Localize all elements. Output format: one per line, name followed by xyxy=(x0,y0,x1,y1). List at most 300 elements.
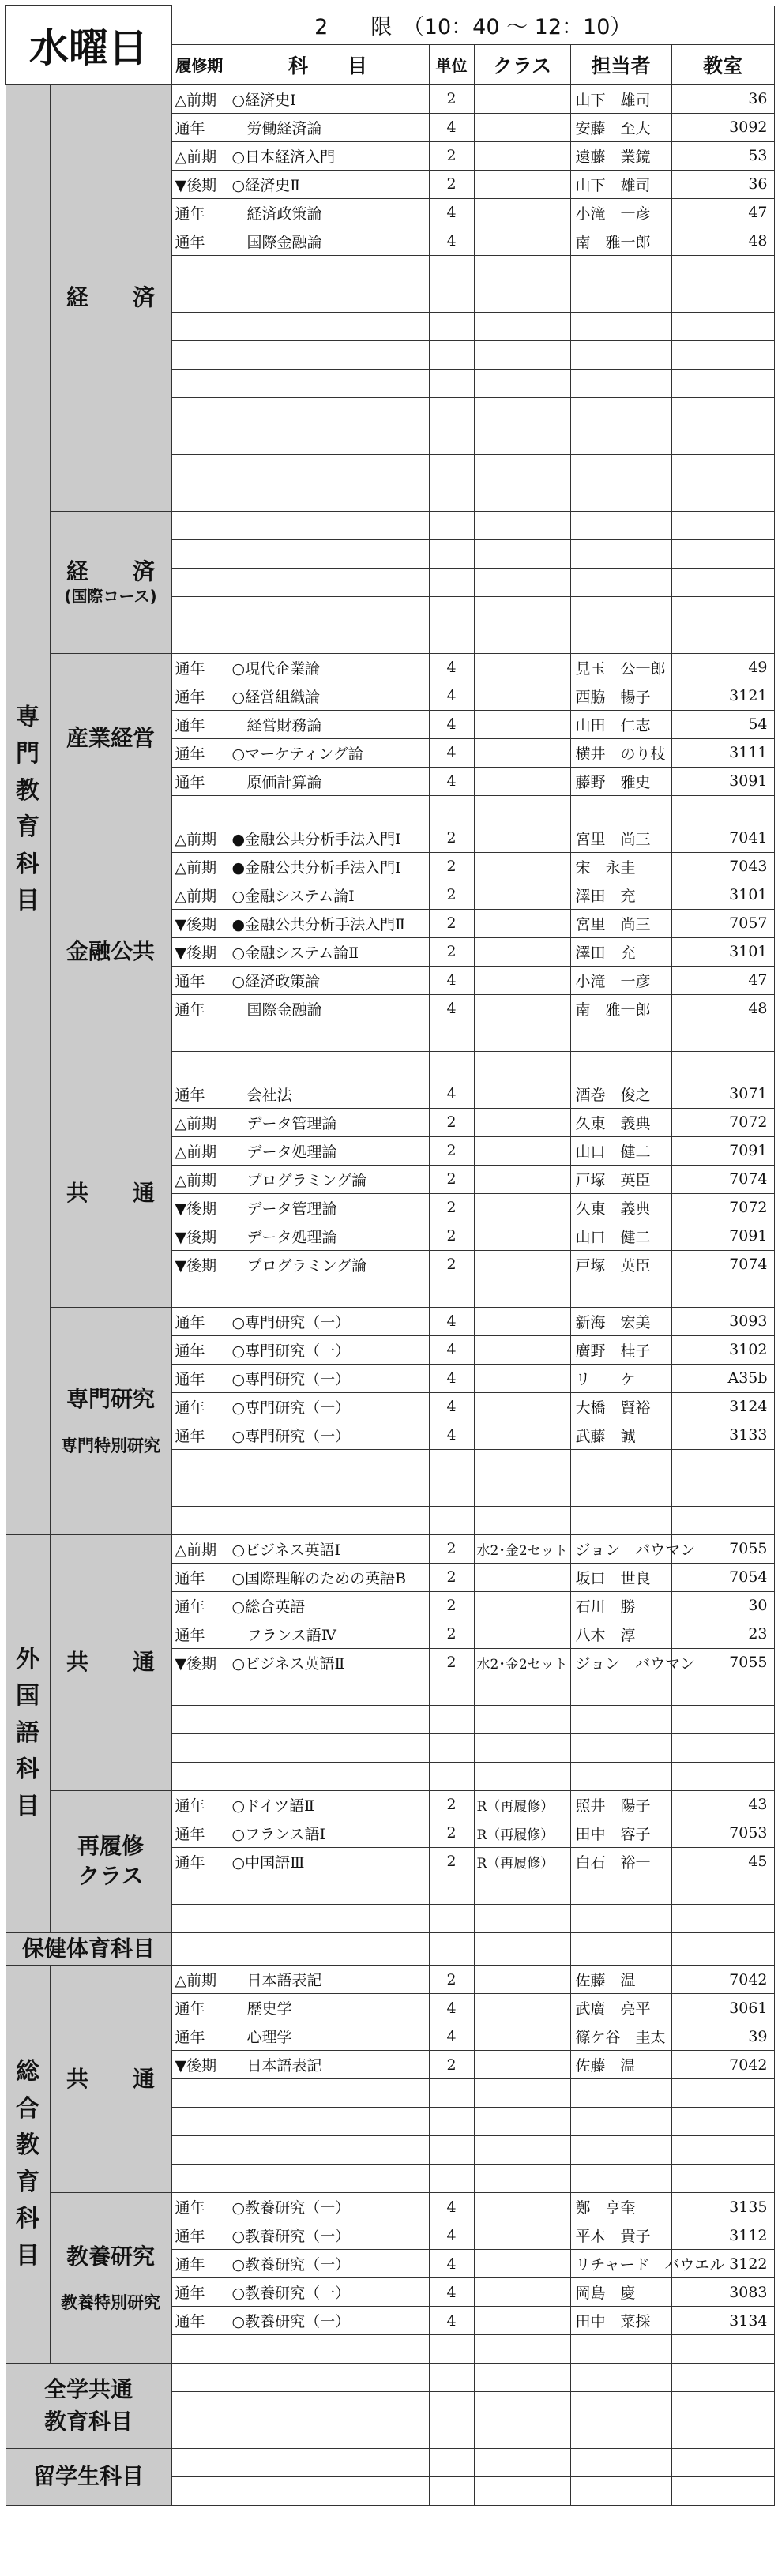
course-row xyxy=(6,2193,774,2221)
course-row xyxy=(6,1080,774,1108)
course-class: R（再履修） xyxy=(474,1819,570,1847)
course-term xyxy=(171,568,227,596)
course-class xyxy=(474,2449,570,2477)
course-term xyxy=(171,2449,227,2477)
course-instructor: 横井 のり枝 xyxy=(570,738,671,767)
course-term xyxy=(171,1904,227,1932)
course-subject xyxy=(227,1733,429,1762)
course-units xyxy=(429,1733,474,1762)
course-units: 2 xyxy=(429,1222,474,1250)
course-class xyxy=(474,1705,570,1733)
course-units xyxy=(429,397,474,426)
course-subject: データ処理論 xyxy=(227,1136,429,1165)
course-room xyxy=(671,1023,774,1051)
course-term: 通年 xyxy=(171,1080,227,1108)
course-class: 水2･金2セット xyxy=(474,1648,570,1677)
course-room: 3112 xyxy=(671,2221,774,2250)
course-term: 通年 xyxy=(171,966,227,994)
section-label: 全学共通 教育科目 xyxy=(6,2364,171,2449)
course-units: 4 xyxy=(429,966,474,994)
course-instructor: 山下 雄司 xyxy=(570,84,671,113)
course-units: 2 xyxy=(429,1790,474,1819)
course-term xyxy=(171,369,227,397)
course-term: ▼後期 xyxy=(171,1250,227,1279)
course-term xyxy=(171,1762,227,1790)
course-instructor: リチャード バウエル xyxy=(570,2250,671,2278)
course-instructor: 戸塚 英臣 xyxy=(570,1250,671,1279)
course-instructor xyxy=(570,1677,671,1705)
course-term xyxy=(171,2477,227,2506)
course-units xyxy=(429,1023,474,1051)
course-term xyxy=(171,1023,227,1051)
course-class xyxy=(474,1904,570,1932)
course-class xyxy=(474,966,570,994)
course-instructor: 鄭 亨奎 xyxy=(570,2193,671,2221)
course-room: 3071 xyxy=(671,1080,774,1108)
course-class: R（再履修） xyxy=(474,1847,570,1876)
course-instructor: 坂口 世良 xyxy=(570,1563,671,1591)
course-term: ▼後期 xyxy=(171,2051,227,2079)
course-room: A35b xyxy=(671,1364,774,1392)
course-room: 49 xyxy=(671,653,774,682)
col-class-header: クラス xyxy=(474,44,570,84)
course-term: 通年 xyxy=(171,113,227,141)
course-subject: ○金融システム論Ⅱ xyxy=(227,937,429,966)
course-subject: ○教養研究（一） xyxy=(227,2221,429,2250)
course-subject xyxy=(227,1279,429,1307)
course-room xyxy=(671,1904,774,1932)
course-units: 4 xyxy=(429,2250,474,2278)
course-subject: ○専門研究（一） xyxy=(227,1307,429,1335)
col-units-header: 単位 xyxy=(429,44,474,84)
course-subject: 会社法 xyxy=(227,1080,429,1108)
course-class xyxy=(474,568,570,596)
course-instructor xyxy=(570,2079,671,2108)
course-instructor xyxy=(570,2477,671,2506)
course-term: 通年 xyxy=(171,2278,227,2307)
subcategory-label xyxy=(50,2193,171,2364)
course-units: 2 xyxy=(429,1819,474,1847)
course-instructor xyxy=(570,1876,671,1904)
course-class xyxy=(474,284,570,312)
course-room xyxy=(671,1677,774,1705)
course-subject xyxy=(227,2079,429,2108)
course-instructor: 岡島 慶 xyxy=(570,2278,671,2307)
course-term xyxy=(171,625,227,653)
course-class xyxy=(474,1165,570,1193)
course-instructor xyxy=(570,340,671,369)
course-units: 2 xyxy=(429,1136,474,1165)
timetable xyxy=(5,5,775,2506)
course-subject: フランス語Ⅳ xyxy=(227,1620,429,1648)
course-subject: ○教養研究（一） xyxy=(227,2250,429,2278)
course-units: 4 xyxy=(429,2278,474,2307)
course-subject xyxy=(227,2364,429,2392)
course-room xyxy=(671,625,774,653)
subcategory-line: クラス xyxy=(77,1863,144,1889)
subcategory-label xyxy=(50,1790,171,1932)
course-term: 通年 xyxy=(171,198,227,227)
course-term: ▼後期 xyxy=(171,937,227,966)
course-instructor: 山口 健二 xyxy=(570,1136,671,1165)
course-room xyxy=(671,511,774,539)
course-units xyxy=(429,454,474,483)
course-term: ▼後期 xyxy=(171,1193,227,1222)
course-class xyxy=(474,1762,570,1790)
course-class xyxy=(474,1876,570,1904)
course-units: 2 xyxy=(429,1620,474,1648)
course-room: 3093 xyxy=(671,1307,774,1335)
course-subject xyxy=(227,454,429,483)
course-instructor: 宮里 尚三 xyxy=(570,824,671,852)
course-room xyxy=(671,2165,774,2193)
course-subject: ○専門研究（一） xyxy=(227,1335,429,1364)
course-class xyxy=(474,2278,570,2307)
course-class xyxy=(474,2079,570,2108)
course-instructor: 照井 陽子 xyxy=(570,1790,671,1819)
course-instructor: 酒巻 俊之 xyxy=(570,1080,671,1108)
section-label: 留学生科目 xyxy=(6,2449,171,2506)
course-instructor: 武藤 誠 xyxy=(570,1421,671,1449)
course-units xyxy=(429,1762,474,1790)
course-subject xyxy=(227,2420,429,2449)
course-units xyxy=(429,1449,474,1478)
course-instructor: 白石 裕一 xyxy=(570,1847,671,1876)
course-subject: 経営財務論 xyxy=(227,710,429,738)
course-class xyxy=(474,1392,570,1421)
course-room: 3121 xyxy=(671,682,774,710)
course-class xyxy=(474,738,570,767)
course-subject xyxy=(227,397,429,426)
course-units xyxy=(429,1904,474,1932)
course-room xyxy=(671,1506,774,1534)
course-instructor: 篠ケ谷 圭太 xyxy=(570,2022,671,2051)
course-units xyxy=(429,539,474,568)
course-term xyxy=(171,255,227,284)
course-term: △前期 xyxy=(171,824,227,852)
course-subject xyxy=(227,1023,429,1051)
subcategory-line: 教養研究 xyxy=(66,2243,155,2270)
course-units: 2 xyxy=(429,824,474,852)
course-instructor xyxy=(570,596,671,625)
course-units: 2 xyxy=(429,909,474,937)
course-instructor: 武廣 亮平 xyxy=(570,1994,671,2022)
course-term: 通年 xyxy=(171,1563,227,1591)
course-class xyxy=(474,1279,570,1307)
day-title: 水曜日 xyxy=(6,6,171,84)
course-term: △前期 xyxy=(171,1534,227,1563)
course-subject: ○総合英語 xyxy=(227,1591,429,1620)
course-subject xyxy=(227,2335,429,2364)
course-units: 2 xyxy=(429,1534,474,1563)
subcategory-line: 共 通 xyxy=(66,1649,155,1676)
course-term xyxy=(171,511,227,539)
course-room: 3102 xyxy=(671,1335,774,1364)
course-room: 3083 xyxy=(671,2278,774,2307)
col-instructor-header: 担当者 xyxy=(570,44,671,84)
course-instructor: 廣野 桂子 xyxy=(570,1335,671,1364)
course-term: 通年 xyxy=(171,2221,227,2250)
course-class xyxy=(474,937,570,966)
course-units: 2 xyxy=(429,1563,474,1591)
course-units: 2 xyxy=(429,1648,474,1677)
course-class xyxy=(474,1591,570,1620)
course-term: 通年 xyxy=(171,1392,227,1421)
course-class xyxy=(474,1222,570,1250)
course-instructor: 佐藤 温 xyxy=(570,2051,671,2079)
course-room xyxy=(671,312,774,340)
course-term: 通年 xyxy=(171,1307,227,1335)
course-class xyxy=(474,1023,570,1051)
course-instructor: 南 雅一郎 xyxy=(570,227,671,255)
course-subject xyxy=(227,539,429,568)
subcategory-label xyxy=(50,1080,171,1307)
course-units xyxy=(429,1677,474,1705)
course-room: 7042 xyxy=(671,1966,774,1994)
subcategory-line: (国際コース) xyxy=(64,587,157,606)
course-units xyxy=(429,426,474,454)
course-instructor xyxy=(570,1506,671,1534)
course-room xyxy=(671,795,774,824)
course-class xyxy=(474,1449,570,1478)
course-instructor: 山下 雄司 xyxy=(570,170,671,198)
course-instructor xyxy=(570,312,671,340)
subcategory-line: 産業経営 xyxy=(66,725,155,752)
course-subject: ○経営組織論 xyxy=(227,682,429,710)
course-room xyxy=(671,284,774,312)
course-instructor: リ ケ xyxy=(570,1364,671,1392)
course-instructor: 田中 菜採 xyxy=(570,2307,671,2335)
course-class xyxy=(474,1563,570,1591)
course-instructor xyxy=(570,2136,671,2165)
course-subject xyxy=(227,1762,429,1790)
course-instructor: 戸塚 英臣 xyxy=(570,1165,671,1193)
course-room: 39 xyxy=(671,2022,774,2051)
course-row xyxy=(6,1307,774,1335)
course-term: △前期 xyxy=(171,1165,227,1193)
course-term: 通年 xyxy=(171,1847,227,1876)
course-term xyxy=(171,1733,227,1762)
course-term: △前期 xyxy=(171,141,227,170)
course-units: 2 xyxy=(429,1108,474,1136)
course-instructor: 澤田 充 xyxy=(570,881,671,909)
course-term xyxy=(171,454,227,483)
course-class xyxy=(474,426,570,454)
course-instructor: 石川 勝 xyxy=(570,1591,671,1620)
course-subject xyxy=(227,1705,429,1733)
course-class xyxy=(474,198,570,227)
course-instructor xyxy=(570,1904,671,1932)
course-room: 53 xyxy=(671,141,774,170)
course-subject: ●金融公共分析手法入門Ⅰ xyxy=(227,852,429,881)
course-room: 45 xyxy=(671,1847,774,1876)
course-class xyxy=(474,682,570,710)
course-instructor: 遠藤 業鏡 xyxy=(570,141,671,170)
course-subject xyxy=(227,1876,429,1904)
course-room xyxy=(671,1478,774,1506)
course-term xyxy=(171,284,227,312)
course-subject xyxy=(227,511,429,539)
course-room: 7072 xyxy=(671,1193,774,1222)
course-room: 3133 xyxy=(671,1421,774,1449)
course-room: 7072 xyxy=(671,1108,774,1136)
course-units: 4 xyxy=(429,682,474,710)
course-instructor xyxy=(570,1932,671,1966)
course-room xyxy=(671,1051,774,1080)
course-class xyxy=(474,824,570,852)
course-subject xyxy=(227,369,429,397)
course-instructor: 見玉 公一郎 xyxy=(570,653,671,682)
course-subject: ○専門研究（一） xyxy=(227,1364,429,1392)
course-instructor xyxy=(570,2420,671,2449)
course-instructor: 宋 永圭 xyxy=(570,852,671,881)
course-units: 2 xyxy=(429,84,474,113)
course-term: 通年 xyxy=(171,1620,227,1648)
course-class xyxy=(474,1994,570,2022)
course-class xyxy=(474,369,570,397)
course-subject: データ処理論 xyxy=(227,1222,429,1250)
course-term xyxy=(171,340,227,369)
course-room: 3101 xyxy=(671,937,774,966)
period-label: 2 限 （10：40 ～ 12：10） xyxy=(171,6,774,44)
course-instructor: 西脇 暢子 xyxy=(570,682,671,710)
course-term xyxy=(171,1677,227,1705)
course-units xyxy=(429,483,474,511)
subcategory-line: 専門研究 xyxy=(66,1385,155,1412)
course-term xyxy=(171,2392,227,2420)
course-units: 2 xyxy=(429,141,474,170)
course-instructor: 佐藤 温 xyxy=(570,1966,671,1994)
course-room: 3124 xyxy=(671,1392,774,1421)
course-units xyxy=(429,2108,474,2136)
course-class xyxy=(474,1108,570,1136)
course-room xyxy=(671,2449,774,2477)
course-instructor xyxy=(570,1705,671,1733)
course-units xyxy=(429,2136,474,2165)
col-room-header: 教室 xyxy=(671,44,774,84)
course-class xyxy=(474,2221,570,2250)
course-subject: ○専門研究（一） xyxy=(227,1392,429,1421)
course-subject: ○フランス語Ⅰ xyxy=(227,1819,429,1847)
course-units: 4 xyxy=(429,738,474,767)
course-subject: データ管理論 xyxy=(227,1193,429,1222)
course-subject xyxy=(227,426,429,454)
course-term: △前期 xyxy=(171,84,227,113)
course-instructor: 平木 貴子 xyxy=(570,2221,671,2250)
course-term xyxy=(171,1279,227,1307)
course-units xyxy=(429,2165,474,2193)
course-room: 3122 xyxy=(671,2250,774,2278)
subcategory-line: 専門特別研究 xyxy=(61,1436,160,1455)
course-units: 4 xyxy=(429,767,474,795)
course-term xyxy=(171,1705,227,1733)
course-class xyxy=(474,2250,570,2278)
course-subject: ○経済史Ⅰ xyxy=(227,84,429,113)
course-units: 4 xyxy=(429,1364,474,1392)
course-class xyxy=(474,1421,570,1449)
course-class xyxy=(474,2022,570,2051)
course-instructor: 安藤 至大 xyxy=(570,113,671,141)
course-instructor: 小滝 一彦 xyxy=(570,198,671,227)
course-class xyxy=(474,1506,570,1534)
course-class xyxy=(474,227,570,255)
course-class xyxy=(474,795,570,824)
course-class xyxy=(474,2051,570,2079)
course-subject: ○ドイツ語Ⅱ xyxy=(227,1790,429,1819)
course-units: 2 xyxy=(429,170,474,198)
table-row xyxy=(6,1932,774,1966)
course-class xyxy=(474,1136,570,1165)
course-room: 30 xyxy=(671,1591,774,1620)
course-class xyxy=(474,1335,570,1364)
course-subject: ○国際理解のための英語B xyxy=(227,1563,429,1591)
course-instructor xyxy=(570,2449,671,2477)
subcategory-line: 共 通 xyxy=(66,2065,155,2092)
course-units: 4 xyxy=(429,2022,474,2051)
course-room xyxy=(671,2392,774,2420)
course-room xyxy=(671,596,774,625)
course-room xyxy=(671,1449,774,1478)
course-class: 水2･金2セット xyxy=(474,1534,570,1563)
course-class xyxy=(474,141,570,170)
subcategory-line: 再履修 xyxy=(77,1833,144,1860)
category-label: 総 合 教 育 科 目 xyxy=(6,1966,50,2364)
course-class xyxy=(474,2364,570,2392)
course-term: 通年 xyxy=(171,227,227,255)
course-class xyxy=(474,312,570,340)
course-instructor: 八木 淳 xyxy=(570,1620,671,1648)
course-room xyxy=(671,483,774,511)
course-units xyxy=(429,1876,474,1904)
course-units: 2 xyxy=(429,1193,474,1222)
course-room: 3061 xyxy=(671,1994,774,2022)
course-subject: ○現代企業論 xyxy=(227,653,429,682)
subcategory-label xyxy=(50,653,171,824)
course-subject xyxy=(227,1904,429,1932)
course-subject: 経済政策論 xyxy=(227,198,429,227)
course-units: 4 xyxy=(429,198,474,227)
course-room: 47 xyxy=(671,198,774,227)
course-subject: ○日本経済入門 xyxy=(227,141,429,170)
course-room: 3134 xyxy=(671,2307,774,2335)
course-subject xyxy=(227,255,429,284)
course-room xyxy=(671,2136,774,2165)
course-class xyxy=(474,596,570,625)
course-term xyxy=(171,795,227,824)
course-term xyxy=(171,1876,227,1904)
course-units xyxy=(429,312,474,340)
course-term xyxy=(171,426,227,454)
course-term: 通年 xyxy=(171,1364,227,1392)
course-subject xyxy=(227,596,429,625)
course-term: 通年 xyxy=(171,767,227,795)
course-instructor: ジョン バウマン xyxy=(570,1534,671,1563)
course-term: 通年 xyxy=(171,1335,227,1364)
course-room xyxy=(671,1762,774,1790)
course-room: 7054 xyxy=(671,1563,774,1591)
course-room: 48 xyxy=(671,227,774,255)
course-class xyxy=(474,653,570,682)
course-units: 4 xyxy=(429,227,474,255)
course-class xyxy=(474,625,570,653)
course-room: 7091 xyxy=(671,1136,774,1165)
course-instructor xyxy=(570,2335,671,2364)
course-row xyxy=(6,653,774,682)
empty-row xyxy=(6,511,774,539)
course-units: 4 xyxy=(429,2307,474,2335)
course-units xyxy=(429,1051,474,1080)
course-instructor: 山田 仁志 xyxy=(570,710,671,738)
